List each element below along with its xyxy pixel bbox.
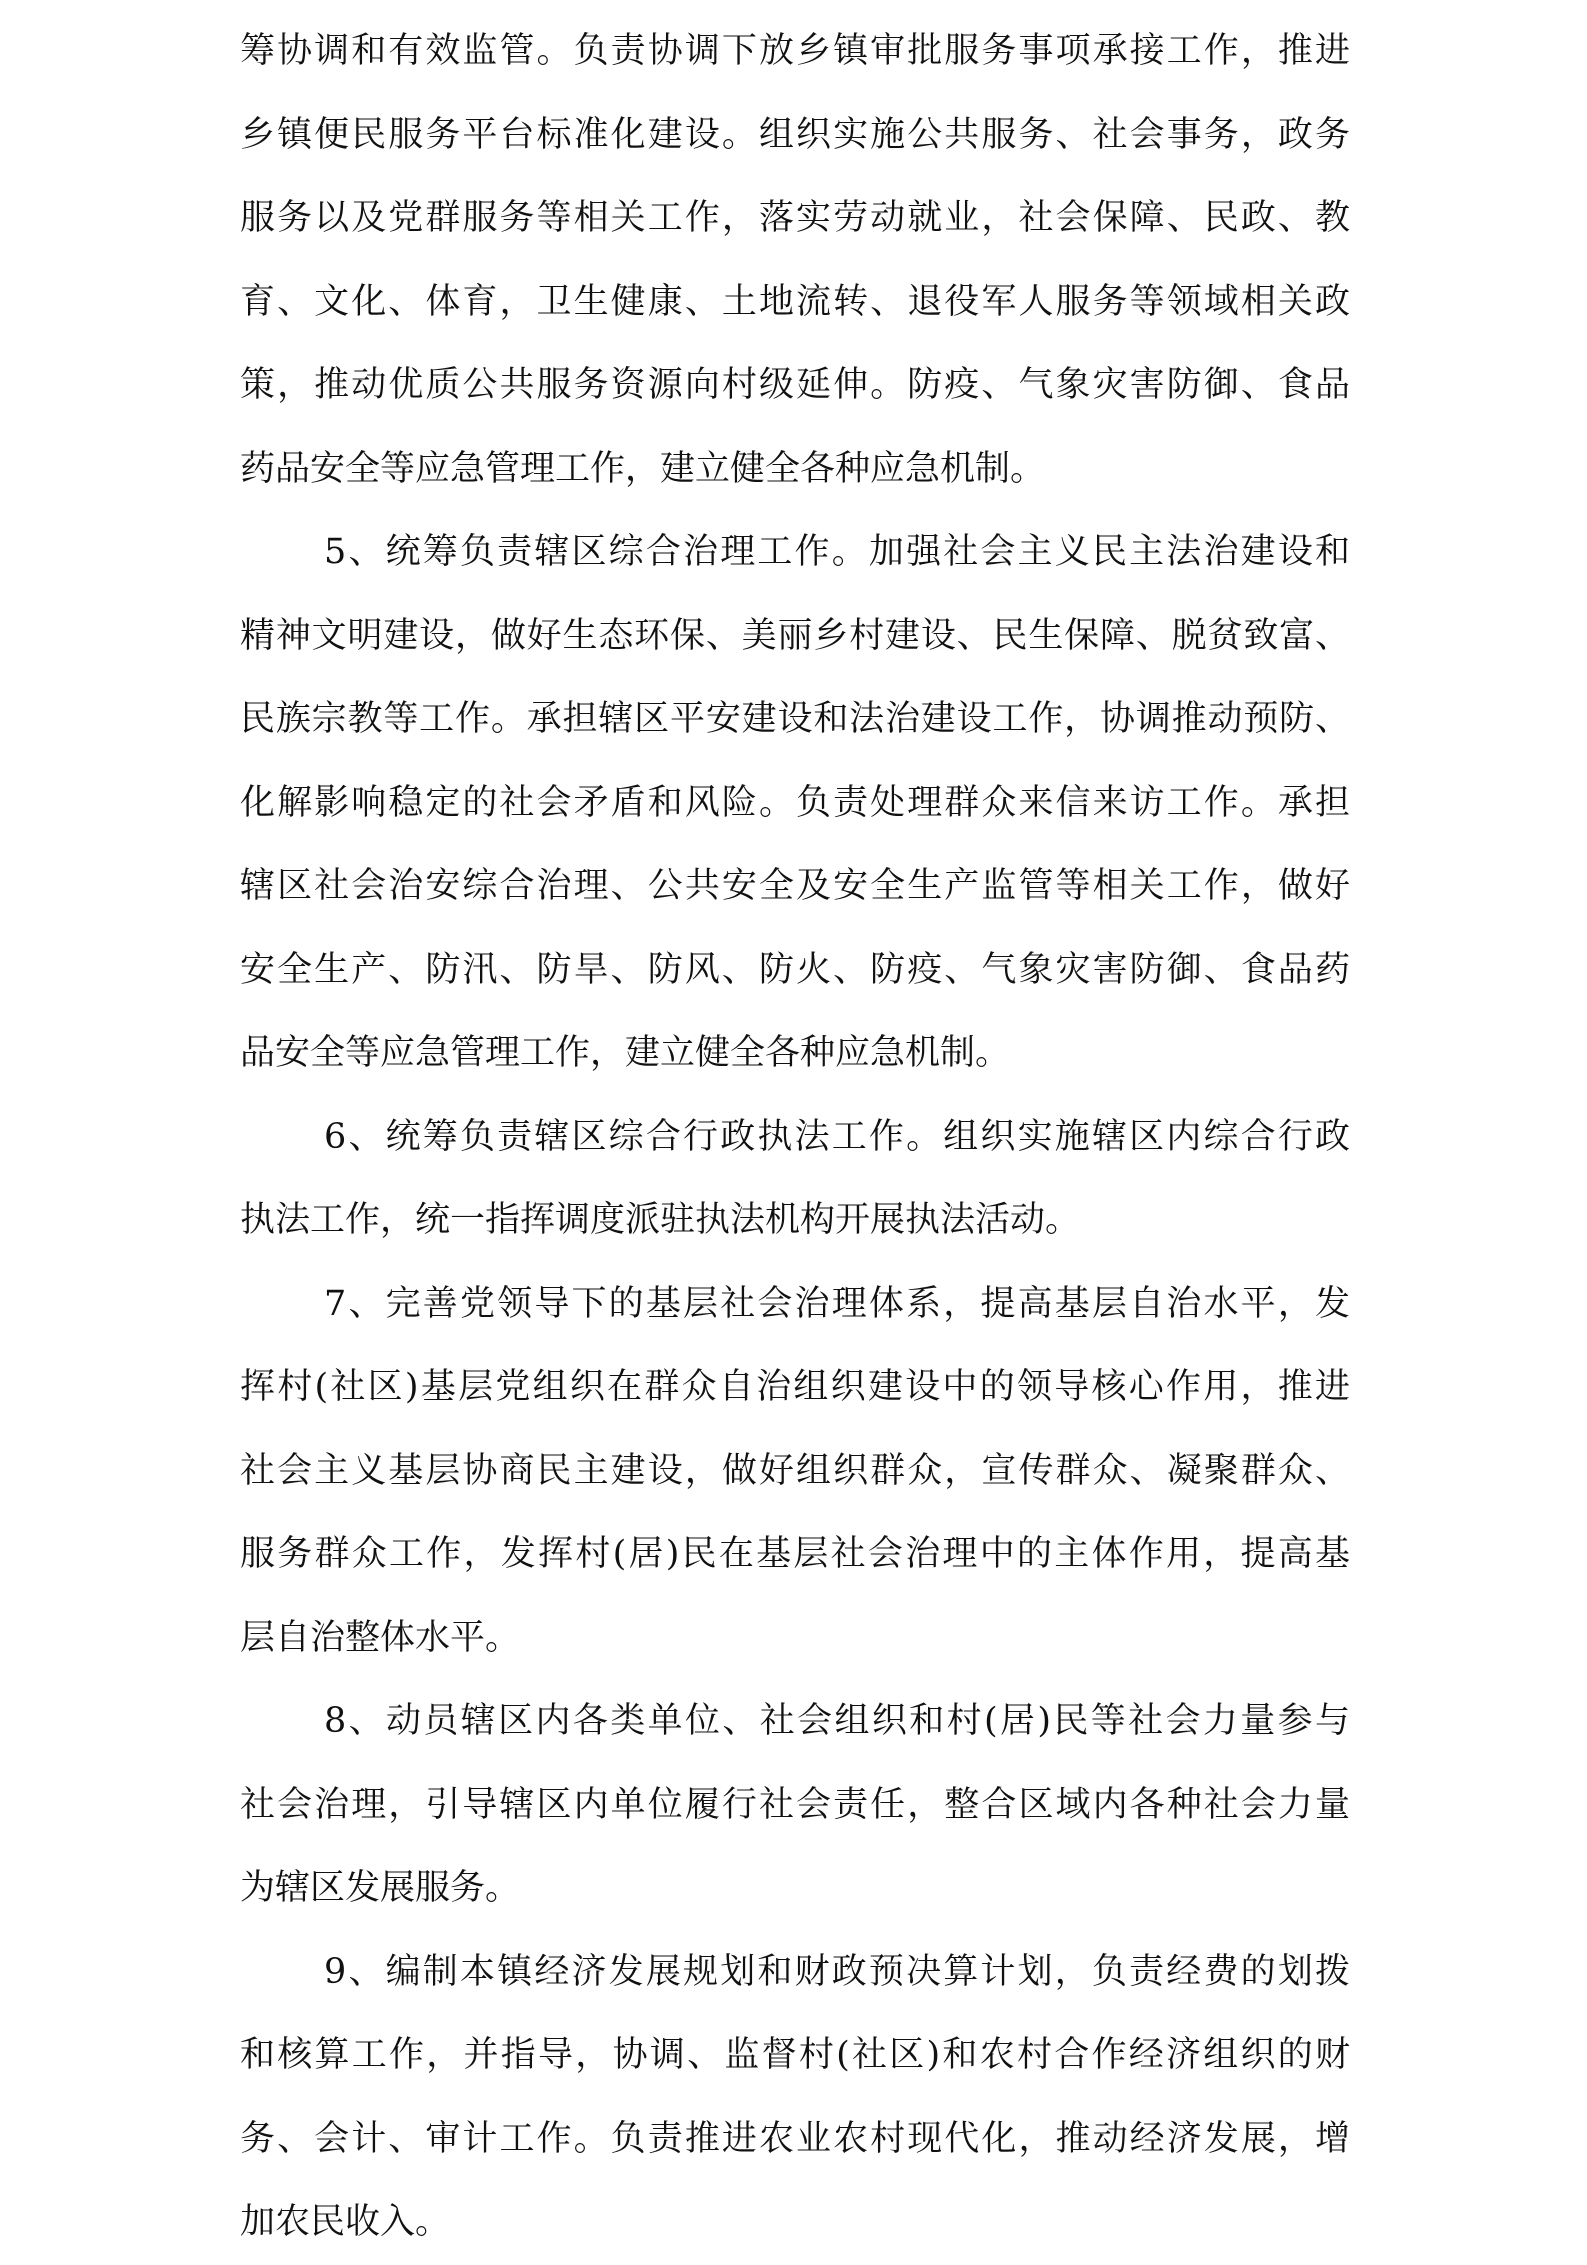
paragraph-start-line: 6、统筹负责辖区综合行政执法工作。组织实施辖区内综合行政 xyxy=(324,1116,1350,1157)
text-line: 加农民收入。 xyxy=(240,2202,451,2242)
text-line: 和核算工作，并指导，协调、监督村(社区)和农村合作经济组织的财 xyxy=(240,2035,1350,2075)
text-line: 社会治理，引导辖区内单位履行社会责任，整合区域内各种社会力量 xyxy=(240,1784,1350,1825)
text-line: 层自治整体水平。 xyxy=(240,1617,521,1658)
text-line: 挥村(社区)基层党组织在群众自治组织建设中的领导核心作用，推进 xyxy=(240,1367,1350,1407)
paragraph-start-line: 7、完善党领导下的基层社会治理体系，提高基层自治水平，发 xyxy=(324,1283,1350,1324)
paragraph-start-line: 8、动员辖区内各类单位、社会组织和村(居)民等社会力量参与 xyxy=(324,1701,1350,1741)
text-line: 民族宗教等工作。承担辖区平安建设和法治建设工作，协调推动预防、 xyxy=(240,699,1350,739)
paragraph-start-line: 5、统筹负责辖区综合治理工作。加强社会主义民主法治建设和 xyxy=(324,532,1350,572)
text-line: 育、文化、体育，卫生健康、土地流转、退役军人服务等领域相关政 xyxy=(240,281,1350,322)
text-line: 为辖区发展服务。 xyxy=(240,1868,521,1908)
text-line: 化解影响稳定的社会矛盾和风险。负责处理群众来信来访工作。承担 xyxy=(240,782,1350,823)
text-line: 执法工作，统一指挥调度派驻执法机构开展执法活动。 xyxy=(240,1200,1081,1240)
document-body xyxy=(240,10,1350,2265)
text-line: 务、会计、审计工作。负责推进农业农村现代化，推动经济发展，增 xyxy=(240,2118,1350,2159)
text-line: 乡镇便民服务平台标准化建设。组织实施公共服务、社会事务，政务 xyxy=(240,114,1350,155)
text-line: 社会主义基层协商民主建设，做好组织群众，宣传群众、凝聚群众、 xyxy=(240,1450,1350,1491)
text-line: 服务群众工作，发挥村(居)民在基层社会治理中的主体作用，提高基 xyxy=(240,1534,1350,1574)
paragraph-start-line: 9、编制本镇经济发展规划和财政预决算计划，负责经费的划拨 xyxy=(324,1951,1350,1992)
text-line: 策，推动优质公共服务资源向村级延伸。防疫、气象灾害防御、食品 xyxy=(240,365,1350,405)
text-line: 安全生产、防汛、防旱、防风、防火、防疫、气象灾害防御、食品药 xyxy=(240,949,1350,990)
text-line: 精神文明建设，做好生态环保、美丽乡村建设、民生保障、脱贫致富、 xyxy=(240,615,1350,656)
text-line: 品安全等应急管理工作，建立健全各种应急机制。 xyxy=(240,1033,1011,1073)
text-line: 筹协调和有效监管。负责协调下放乡镇审批服务事项承接工作，推进 xyxy=(240,31,1350,71)
text-line: 服务以及党群服务等相关工作，落实劳动就业，社会保障、民政、教 xyxy=(240,198,1350,238)
text-line: 药品安全等应急管理工作，建立健全各种应急机制。 xyxy=(240,448,1046,489)
text-line: 辖区社会治安综合治理、公共安全及安全生产监管等相关工作，做好 xyxy=(240,866,1350,906)
